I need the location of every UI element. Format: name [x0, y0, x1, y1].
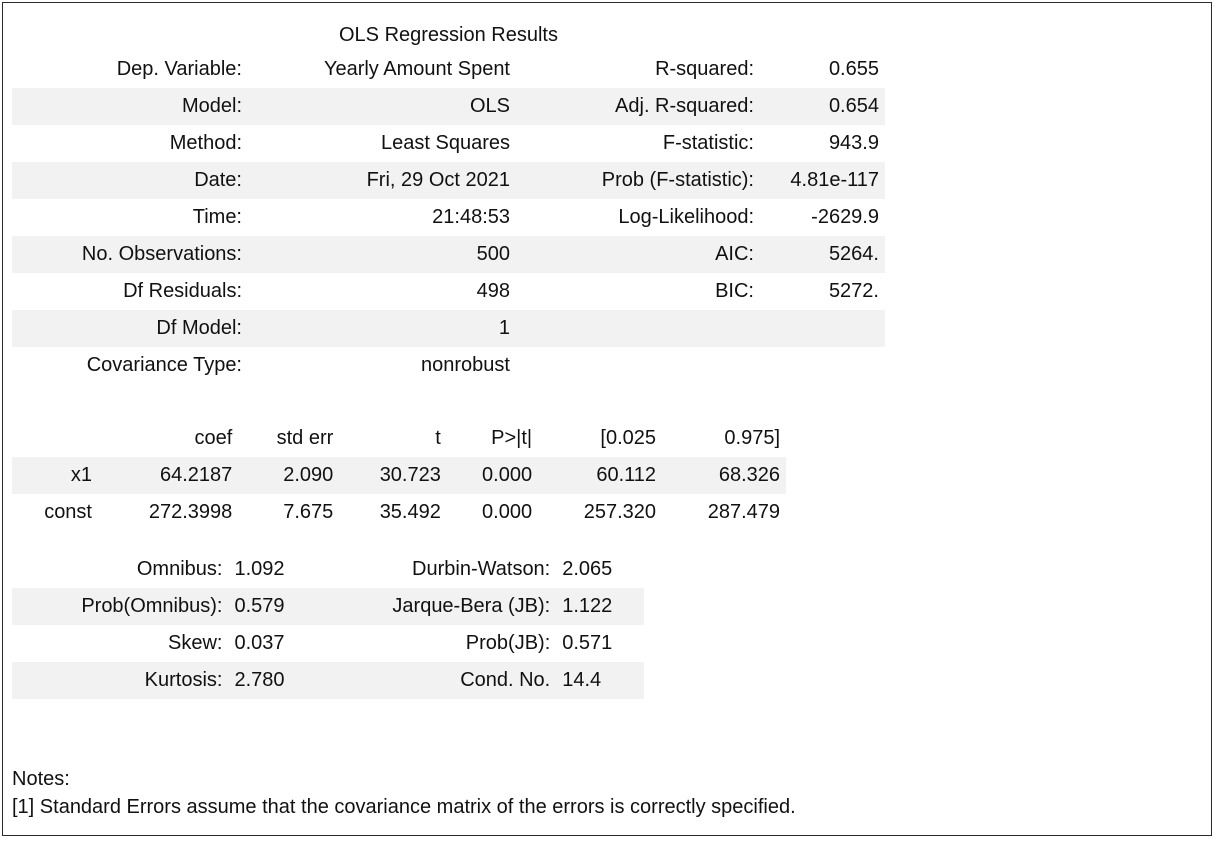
notes-section: [12, 765, 796, 821]
statistic-value: 943.9: [828, 132, 879, 154]
statistic-value: [760, 310, 885, 347]
summary-value: 1: [248, 310, 516, 347]
summary-row: [12, 347, 885, 384]
column-header: [12, 420, 98, 457]
statistic-label: [516, 347, 760, 384]
table-title: OLS Regression Results: [339, 24, 558, 46]
column-header: coef: [194, 427, 233, 449]
variable-name: x1: [12, 457, 98, 494]
summary-value: 21:48:53: [432, 206, 510, 228]
diagnostic-label: Kurtosis:: [12, 662, 228, 699]
summary-value: Yearly Amount Spent: [323, 58, 510, 80]
regression-output: [2, 2, 1212, 836]
column-header: std err: [276, 427, 334, 449]
summary-row: [12, 273, 885, 310]
summary-row: [12, 162, 885, 199]
statistic-value: 5272.: [828, 280, 879, 302]
column-header: t: [435, 427, 441, 449]
column-header: P>|t|: [491, 427, 533, 449]
coefficient-table: [12, 420, 786, 531]
notes-heading: Notes:: [12, 768, 70, 790]
diagnostic-value: 1.122: [556, 588, 644, 625]
diagnostic-label: Prob(JB):: [465, 632, 551, 654]
coefficient-cell: 35.492: [379, 501, 441, 523]
summary-row: [12, 88, 885, 125]
summary-label: Date:: [12, 162, 248, 199]
summary-value: Least Squares: [381, 132, 510, 154]
statistic-label: Prob (F-statistic):: [516, 162, 760, 199]
diagnostic-value: 2.780: [228, 662, 316, 699]
diagnostics-row: [12, 662, 644, 699]
coefficient-row: [12, 457, 786, 494]
diagnostic-value: 2.065: [562, 558, 613, 580]
coefficient-cell: 2.090: [238, 457, 339, 494]
diagnostic-value: 0.579: [228, 588, 316, 625]
diagnostic-label: Jarque-Bera (JB):: [316, 588, 556, 625]
summary-value: Fri, 29 Oct 2021: [248, 162, 516, 199]
coefficient-cell: 7.675: [283, 501, 334, 523]
diagnostics-table: [12, 551, 644, 699]
summary-label: Model:: [12, 88, 248, 125]
statistic-label: F-statistic:: [662, 132, 754, 154]
model-summary-table: [12, 19, 885, 384]
statistic-value: 0.655: [828, 58, 879, 80]
coefficient-cell: 287.479: [707, 501, 780, 523]
summary-value: 498: [476, 280, 510, 302]
diagnostic-label: Prob(Omnibus):: [12, 588, 228, 625]
coefficient-cell: 272.3998: [148, 501, 233, 523]
diagnostic-label: Omnibus:: [136, 558, 223, 580]
statistic-label: BIC:: [715, 280, 754, 302]
statistic-label: Adj. R-squared:: [516, 88, 760, 125]
summary-row: [12, 199, 885, 236]
summary-value: nonrobust: [421, 354, 510, 376]
coefficient-cell: 0.000: [482, 501, 533, 523]
statistic-label: [516, 310, 760, 347]
diagnostic-label: Skew:: [168, 632, 223, 654]
coefficient-row: [12, 494, 786, 531]
statistic-label: Log-Likelihood:: [618, 206, 754, 228]
coefficient-cell: 0.000: [447, 457, 538, 494]
coefficient-cell: 68.326: [662, 457, 786, 494]
statistic-value: 5264.: [760, 236, 885, 273]
summary-row: [12, 310, 885, 347]
column-header: 0.975]: [724, 427, 780, 449]
statistic-value: 0.654: [760, 88, 885, 125]
diagnostic-label: Cond. No.: [316, 662, 556, 699]
summary-value: 500: [248, 236, 516, 273]
statistic-value: 4.81e-117: [760, 162, 885, 199]
summary-row: [12, 236, 885, 273]
summary-label: Dep. Variable:: [116, 58, 242, 80]
coefficient-cell: 257.320: [583, 501, 657, 523]
diagnostics-row: [12, 551, 644, 588]
column-header: [0.025: [600, 427, 657, 449]
summary-row: [12, 51, 885, 88]
diagnostic-label: Durbin-Watson:: [412, 558, 551, 580]
summary-row: [12, 125, 885, 162]
summary-label: Df Model:: [12, 310, 248, 347]
summary-label: Time:: [192, 206, 242, 228]
statistic-label: R-squared:: [655, 58, 754, 80]
statistic-label: AIC:: [516, 236, 760, 273]
diagnostic-value: 14.4: [556, 662, 644, 699]
statistic-value: [760, 347, 885, 384]
summary-label: Df Residuals:: [123, 280, 242, 302]
coefficient-header-row: [12, 420, 786, 457]
summary-label: No. Observations:: [12, 236, 248, 273]
coefficient-cell: 60.112: [538, 457, 662, 494]
diagnostics-row: [12, 625, 644, 662]
diagnostics-row: [12, 588, 644, 625]
summary-label: Covariance Type:: [86, 354, 242, 376]
summary-label: Method:: [169, 132, 242, 154]
variable-name: const: [44, 501, 92, 523]
statistic-value: -2629.9: [811, 206, 879, 228]
diagnostic-value: 0.571: [562, 632, 613, 654]
diagnostic-value: 1.092: [234, 558, 285, 580]
summary-value: OLS: [248, 88, 516, 125]
coefficient-cell: 30.723: [339, 457, 447, 494]
diagnostic-value: 0.037: [234, 632, 285, 654]
note-line: [1] Standard Errors assume that the covariance matrix of the errors is correctly specified.: [12, 796, 796, 818]
coefficient-cell: 64.2187: [98, 457, 238, 494]
